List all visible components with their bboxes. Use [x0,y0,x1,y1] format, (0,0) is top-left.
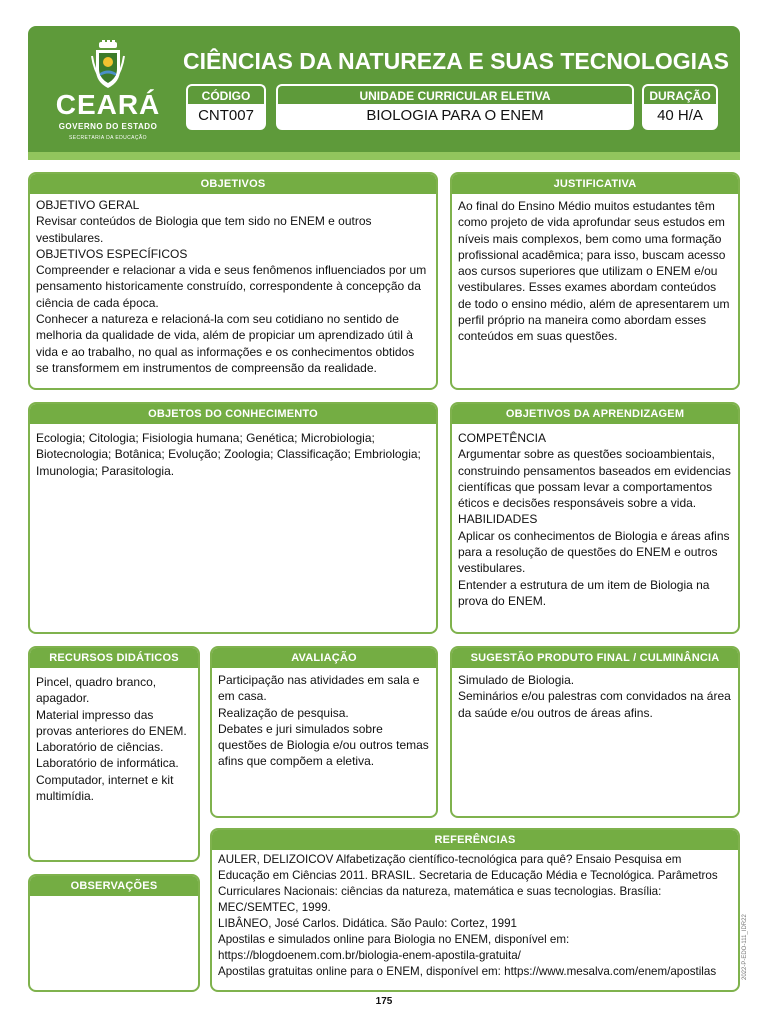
avaliacao-title: AVALIAÇÃO [212,648,436,668]
avaliacao-item-2: Realização de pesquisa. [218,705,349,720]
recursos-didaticos-title: RECURSOS DIDÁTICOS [30,648,198,668]
objetivos-title: OBJETIVOS [30,174,436,194]
observacoes-card [28,874,200,992]
objetivos-card [28,172,438,390]
sugestao-produto-body [452,668,738,721]
coat-of-arms-icon [91,40,125,90]
habilidades-heading: HABILIDADES [458,512,538,527]
unidade-field [276,84,634,130]
habilidade-2: Entender a estrutura de um item de Biologia na prova do ENEM. [458,577,710,608]
objetivos-aprendizagem-card [450,402,740,634]
objetivo-especifico-1: Compreender e relacionar a vida e seus fenômenos influenciados por um pensamento historicamente construído, correspondente à concepção da ciência de cada época. [36,263,427,310]
referencia-2: LIBÂNEO, José Carlos. Didática. São Paulo: Cortez, 1991 [218,917,518,930]
page-title: CIÊNCIAS DA NATUREZA E SUAS TECNOLOGIAS [182,48,730,74]
unidade-value: BIOLOGIA PARA O ENEM [276,104,634,130]
side-document-code: 2022-P-EDO-111_IDR22 [742,914,748,980]
observacoes-title: OBSERVAÇÕES [30,876,198,896]
unidade-label: UNIDADE CURRICULAR ELETIVA [276,84,634,104]
justificativa-title: JUSTIFICATIVA [452,174,738,194]
referencias-card [210,828,740,992]
codigo-value: CNT007 [186,104,266,130]
document-header [28,26,740,160]
recursos-didaticos-card [28,646,200,862]
codigo-label: CÓDIGO [186,84,266,104]
competencia-text: Argumentar sobre as questões socioambientais, construindo pensamentos baseados em evidencias científicas que possam levar a comportamentos éticos e decisões responsáveis sobre a vida. [458,447,731,511]
referencia-3: Apostilas e simulados online para Biologia no ENEM, disponível em: https://blogdoenem.com.br/biologia-enem-apostila-gratuita/ [218,933,570,962]
referencias-title: REFERÊNCIAS [212,830,738,850]
objetivo-especifico-2: Conhecer a natureza e relacioná-la com seu cotidiano no sentido de melhoria da qualidade de vida, além de propiciar um aprendizado útil à vida e ao trabalho, no qual as informações e os conhecimentos obtidos se transformem em instrumentos de compreensão da realidade. [36,312,415,375]
sugestao-item-2: Seminários e/ou palestras com convidados na área da saúde e/ou outros de áreas afins. [458,689,731,720]
ceara-logo [48,40,168,140]
competencia-heading: COMPETÊNCIA [458,431,547,445]
avaliacao-item-1: Participação nas atividades em sala e em casa. [218,673,420,704]
logo-government-label: GOVERNO DO ESTADO [58,122,158,131]
justificativa-text: Ao final do Ensino Médio muitos estudantes têm como projeto de vida aprofundar seus estudos em níveis mais complexos, bem como uma formação profissional acadêmica; para isso, buscam acesso aos cursos superiores que utilizam o ENEM e/ou vestibulares. Esses exames abordam conteúdos de todo o ensino médio, além de apresentarem um perfil próprio na maneira como abordam esses conteúdos em suas questões. [458,199,730,344]
recursos-didaticos-body [30,668,198,804]
objetos-conhecimento-body [30,424,436,479]
objetos-conhecimento-text: Ecologia; Citologia; Fisiologia humana; Genética; Microbiologia; Biotecnologia; Botânica; Evolução; Zoologia; Classificação; Embriologia; Imunologia; Parasitologia. [36,431,421,478]
logo-secretariat-label: SECRETARIA DA EDUCAÇÃO [69,135,147,141]
duracao-value: 40 H/A [642,104,718,130]
objetos-conhecimento-card [28,402,438,634]
objetivos-especificos-heading: OBJETIVOS ESPECÍFICOS [36,246,188,261]
referencias-body [212,850,738,980]
sugestao-produto-card [450,646,740,818]
avaliacao-item-3: Debates e juri simulados sobre questões de Biologia e/ou outros temas afins que compõem a eletiva. [218,721,429,769]
observacoes-body [30,896,198,899]
avaliacao-body [212,668,436,770]
recurso-5: Computador, internet e kit multimídia. [36,772,174,804]
objetivos-body [30,194,436,376]
recurso-4: Laboratório de informática. [36,756,179,771]
objetivos-aprendizagem-body [452,424,738,609]
logo-name: CEARÁ [55,89,161,120]
recurso-1: Pincel, quadro branco, apagador. [36,675,157,706]
page-number: 175 [375,996,393,1007]
justificativa-body [452,194,738,345]
recurso-2: Material impresso das provas anteriores do ENEM. [36,707,187,738]
objetivos-aprendizagem-title: OBJETIVOS DA APRENDIZAGEM [452,404,738,424]
duracao-label: DURAÇÃO [642,84,718,104]
objetos-conhecimento-title: OBJETOS DO CONHECIMENTO [30,404,436,424]
codigo-field [186,84,266,130]
justificativa-card [450,172,740,390]
avaliacao-card [210,646,438,818]
sugestao-item-1: Simulado de Biologia. [458,673,575,687]
duracao-field [642,84,718,130]
referencia-4: Apostilas gratuitas online para o ENEM, disponível em: https://www.mesalva.com/enem/apostilas [218,965,717,978]
recurso-3: Laboratório de ciências. [36,740,164,755]
objetivo-geral-text: Revisar conteúdos de Biologia que tem sido no ENEM e outros vestibulares. [36,214,372,245]
referencia-1: AULER, DELIZOICOV Alfabetização científico-tecnológica para quê? Ensaio Pesquisa em Educação em Ciências 2011. BRASIL. Secretaria de Educação Média e Tecnológica. Parâmetros Curriculares Nacionais: ciências da natureza, matemática e suas tecnologias. Brasília: MEC/SEMTEC, 1999. [218,853,718,914]
sugestao-produto-title: SUGESTÃO PRODUTO FINAL / CULMINÂNCIA [452,648,738,668]
objetivo-geral-heading: OBJETIVO GERAL [36,198,140,212]
habilidade-1: Aplicar os conhecimentos de Biologia e áreas afins para a resolução de questões do ENEM e outros vestibulares. [458,528,730,576]
